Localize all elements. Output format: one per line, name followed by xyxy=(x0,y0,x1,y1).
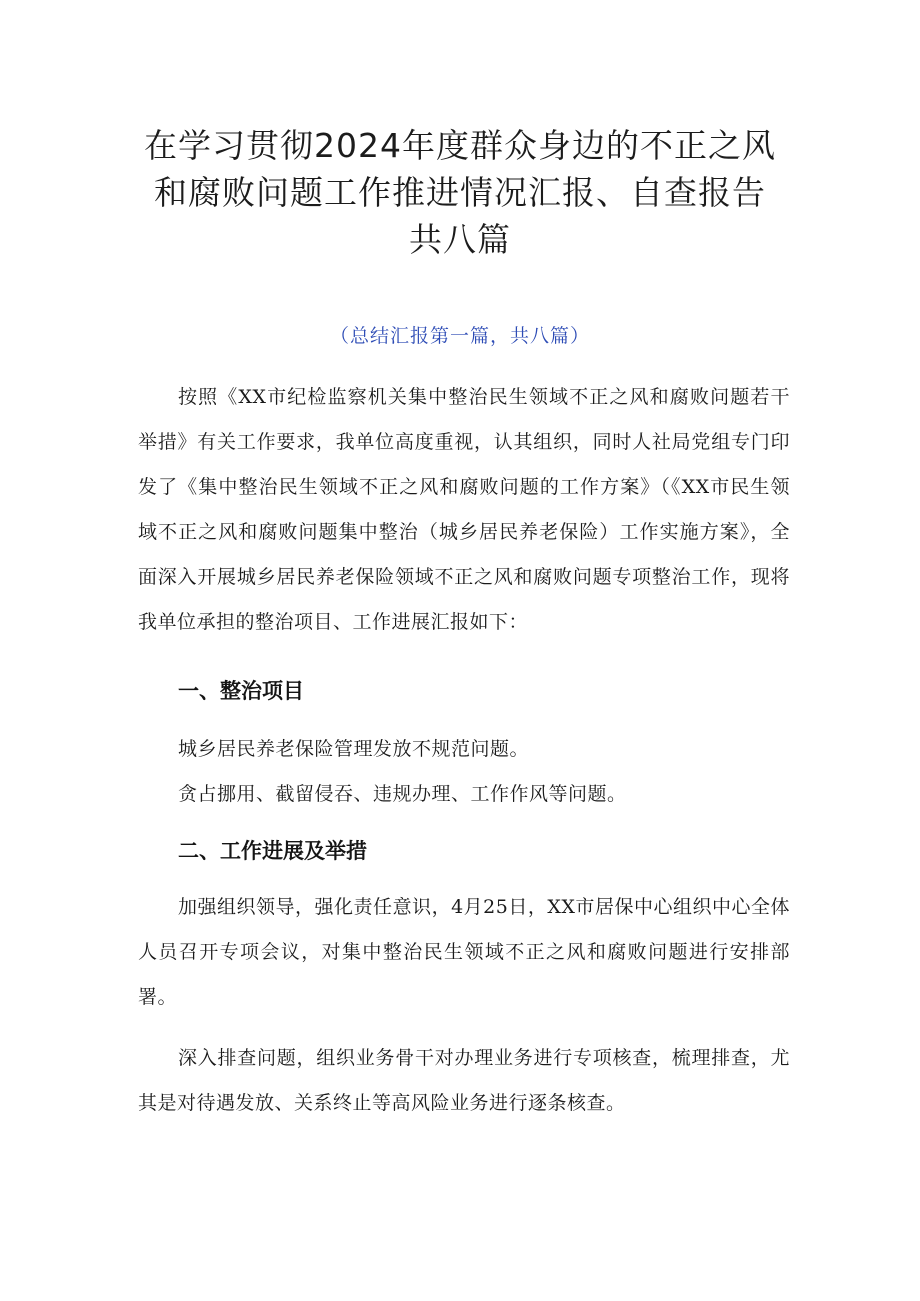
section-heading-progress: 二、工作进展及举措 xyxy=(178,839,367,863)
document-body xyxy=(138,375,790,1126)
rectification-item-1: 城乡居民养老保险管理发放不规范问题。 xyxy=(178,738,530,760)
progress-paragraph-2: 深入排查问题，组织业务骨干对办理业务进行专项核查，梳理排查，尤其是对待遇发放、关系终止等高风险业务进行逐条核查。 xyxy=(138,1047,790,1114)
rectification-item-2: 贪占挪用、截留侵吞、违规办理、工作作风等问题。 xyxy=(178,783,627,805)
intro-paragraph: 按照《XX市纪检监察机关集中整治民生领域不正之风和腐败问题若干举措》有关工作要求，我单位高度重视，认其组织，同时人社局党组专门印发了《集中整治民生领域不正之风和腐败问题的工作方案》（《XX市民生领域不正之风和腐败问题集中整治（城乡居民养老保险）工作实施方案》，全面深入开展城乡居民养老保险领域不正之风和腐败问题专项整治工作，现将我单位承担的整治项目、工作进展汇报如下： xyxy=(138,386,790,633)
section-heading-rectification-items: 一、整治项目 xyxy=(178,679,304,703)
title-line-1: 在学习贯彻2024年度群众身边的不正之风 xyxy=(144,126,776,166)
progress-paragraph-1: 加强组织领导，强化责任意识，4月25日，XX市居保中心组织中心全体人员召开专项会议，对集中整治民生领域不正之风和腐败问题进行安排部署。 xyxy=(138,896,790,1008)
title-line-2: 和腐败问题工作推进情况汇报、自查报告 xyxy=(154,173,766,213)
document-title xyxy=(120,122,800,263)
document-subtitle: （总结汇报第一篇，共八篇） xyxy=(329,325,590,347)
title-line-3: 共八篇 xyxy=(409,220,511,260)
